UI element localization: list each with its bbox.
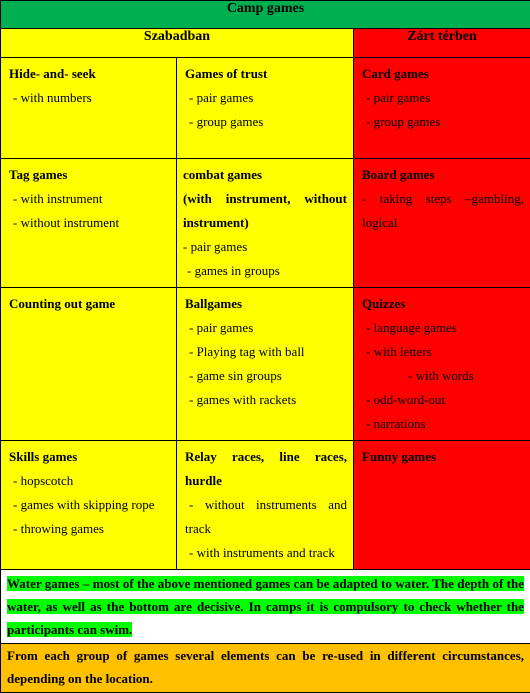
cell-tag-games: [1, 159, 177, 288]
cell-item: - with numbers: [9, 86, 170, 110]
cell-quizzes: [354, 288, 530, 441]
cell-heading: Funny games: [362, 445, 524, 469]
cell-item: track: [185, 517, 347, 541]
cell-item: - without instruments and: [185, 493, 347, 517]
cell-heading: Ballgames: [185, 292, 347, 316]
cell-item: - narrations: [362, 412, 524, 436]
cell-skills-games: [1, 441, 177, 570]
cell-board-games: [354, 159, 530, 288]
cell-item: - with instruments and track: [185, 541, 347, 565]
cell-heading: Quizzes: [362, 292, 524, 316]
cell-heading: Skills games: [9, 445, 170, 469]
water-games-note-cell: [1, 570, 530, 644]
table-title: Camp games: [1, 1, 530, 29]
cell-heading: Hide- and- seek: [9, 62, 170, 86]
cell-relay-races: [177, 441, 354, 570]
cell-heading: combat games: [183, 163, 347, 187]
water-games-note: Water games – most of the above mentioned games can be adapted to water. The depth of the water, as well as the bottom are decisive. In camps it is compulsory to check whether the participants can swim.: [7, 576, 524, 637]
cell-item: - pair games: [185, 86, 347, 110]
cell-card-games: [354, 58, 530, 159]
cell-item: - hopscotch: [9, 469, 170, 493]
cell-heading-line2: hurdle: [185, 469, 347, 493]
cell-funny-games: [354, 441, 530, 570]
reuse-note: From each group of games several elements can be re-used in different circumstances, depending on the location.: [1, 644, 530, 692]
cell-item: - games in groups: [183, 259, 347, 283]
cell-item: - taking steps –gambling,: [362, 187, 524, 211]
cell-item: - with letters: [362, 340, 524, 364]
cell-games-of-trust: [177, 58, 354, 159]
cell-item: - group games: [362, 110, 524, 134]
cell-heading: Relay races, line races,: [185, 445, 347, 469]
cell-item: - group games: [185, 110, 347, 134]
cell-item: - games with skipping rope: [9, 493, 170, 517]
cell-item: - pair games: [183, 235, 347, 259]
cell-counting-out-game: [1, 288, 177, 441]
cell-heading: Board games: [362, 163, 524, 187]
cell-heading: Counting out game: [9, 292, 170, 316]
cell-item: logical: [362, 211, 524, 235]
cell-heading-line2: (with instrument, without: [183, 187, 347, 211]
cell-item: - without instrument: [9, 211, 170, 235]
cell-ballgames: [177, 288, 354, 441]
cell-heading: Games of trust: [185, 62, 347, 86]
cell-combat-games: [177, 159, 354, 288]
cell-item: - with words: [362, 364, 524, 388]
cell-item: - language games: [362, 316, 524, 340]
cell-item: - with instrument: [9, 187, 170, 211]
cell-item: - pair games: [185, 316, 347, 340]
cell-heading-line3: instrument): [183, 211, 347, 235]
cell-item: - games with rackets: [185, 388, 347, 412]
section-indoor-header: Zárt térben: [354, 29, 530, 58]
cell-hide-and-seek: [1, 58, 177, 159]
reuse-note-cell: [1, 644, 530, 693]
cell-item: - throwing games: [9, 517, 170, 541]
cell-item: - pair games: [362, 86, 524, 110]
cell-item: - Playing tag with ball: [185, 340, 347, 364]
cell-item: - game sin groups: [185, 364, 347, 388]
cell-heading: Tag games: [9, 163, 170, 187]
cell-heading: Card games: [362, 62, 524, 86]
section-outdoor-header: Szabadban: [1, 29, 354, 58]
cell-item: - odd-word-out: [362, 388, 524, 412]
